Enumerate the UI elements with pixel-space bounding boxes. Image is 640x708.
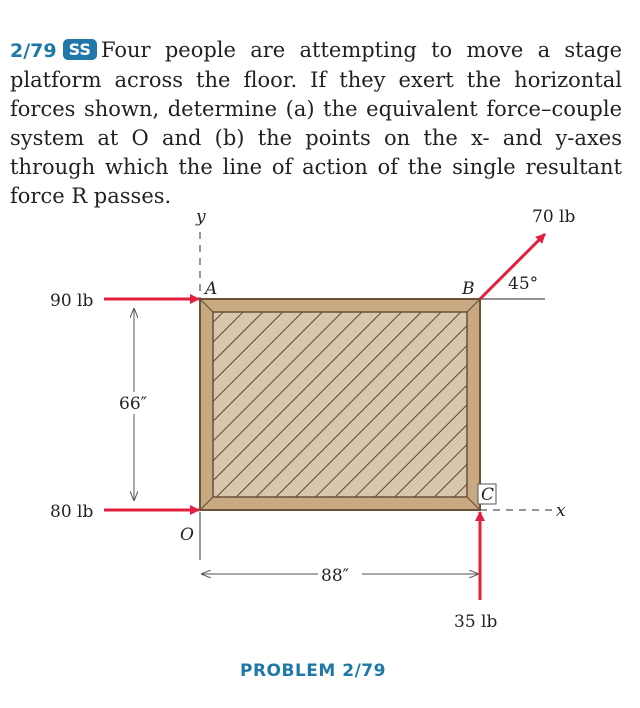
y-axis-label: y — [196, 207, 206, 227]
problem-text: Four people are attempting to move a stage platform across the floor. If they exert the horizontal forces shown, determine (a) the equivalent force–couple system at O and (b) the points on the x- and y-axes through which the line of action of the single resultant force R passes. — [10, 38, 622, 208]
figure-caption: PROBLEM 2/79 — [240, 661, 386, 681]
force-80-label: 80 lb — [50, 502, 94, 522]
ss-badge: SS — [63, 39, 97, 60]
point-b-label: B — [462, 279, 475, 299]
force-90-label: 90 lb — [50, 291, 94, 311]
x-axis-label: x — [556, 501, 566, 521]
stage-platform — [200, 299, 480, 510]
force-70-label: 70 lb — [532, 207, 576, 227]
height-dimension-label: 66″ — [119, 394, 147, 414]
width-dimension-label: 88″ — [321, 566, 349, 586]
origin-label: O — [180, 525, 194, 545]
force-35-label: 35 lb — [454, 612, 498, 632]
problem-number: 2/79 — [10, 40, 57, 62]
angle-label: 45° — [508, 274, 539, 294]
point-a-label: A — [205, 279, 218, 299]
point-c-label: C — [481, 485, 495, 505]
